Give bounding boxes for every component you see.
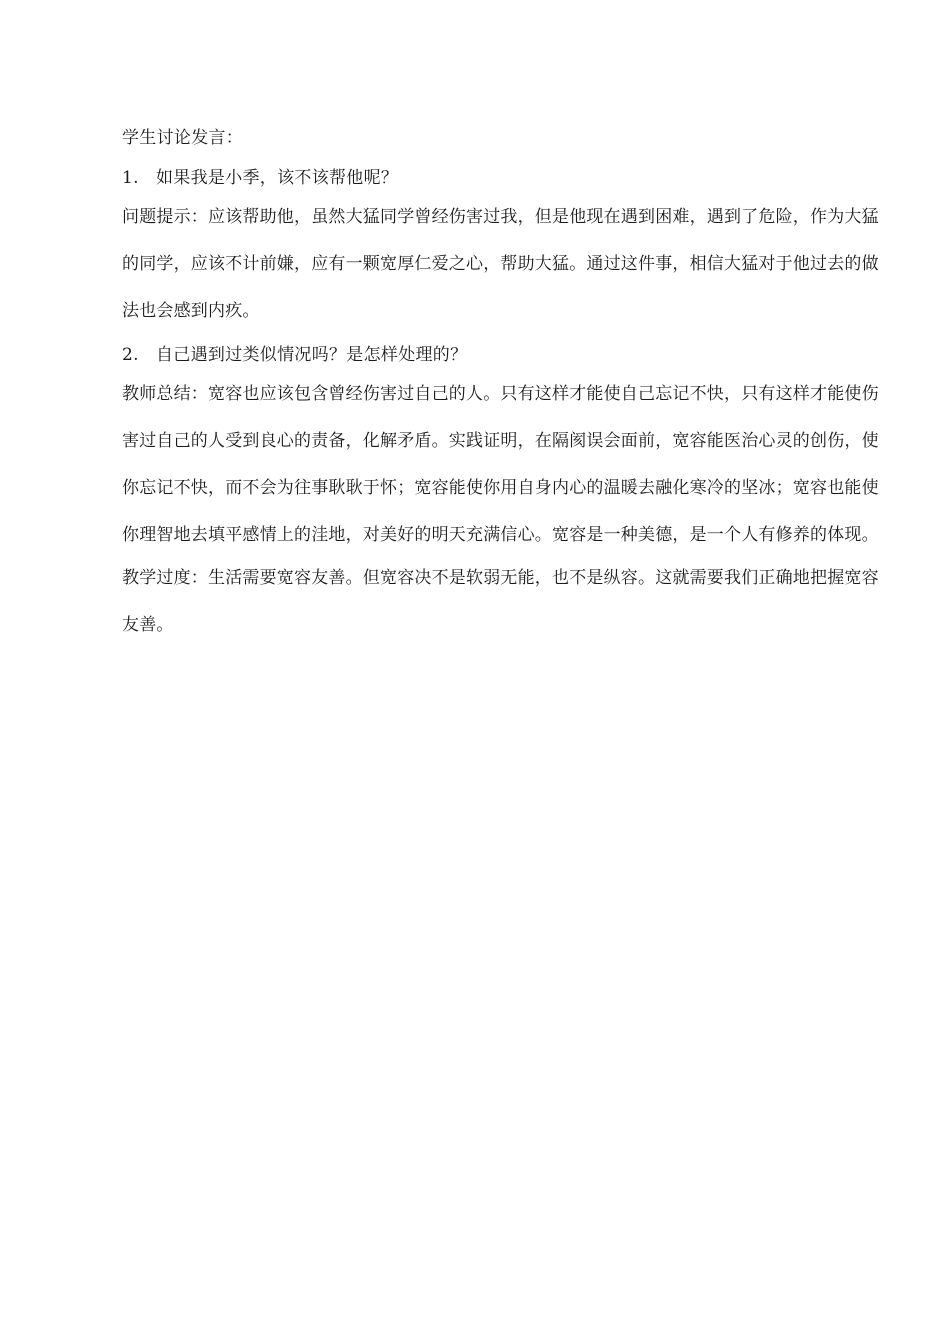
document-body — [122, 118, 882, 649]
question-2-number: 2. — [122, 345, 139, 365]
question-2-text: 自己遇到过类似情况吗？是怎样处理的？ — [156, 345, 468, 365]
teacher-summary-paragraph: 教师总结：宽容也应该包含曾经伤害过自己的人。只有这样才能使自己忘记不快，只有这样才能使伤害过自己的人受到良心的责备，化解矛盾。实践证明，在隔阂误会面前，宽容能医治心灵的创伤，使你忘记不快，而不会为往事耿耿于怀；宽容能使你用自身内心的温暖去融化寒冷的坚冰；宽容也能使你理智地去填平感情上的洼地，对美好的明天充满信心。宽容是一种美德，是一个人有修养的体现。 — [122, 384, 879, 545]
section-heading: 学生讨论发言： — [122, 128, 244, 148]
transition-paragraph: 教学过度：生活需要宽容友善。但宽容决不是软弱无能，也不是纵容。这就需要我们正确地把握宽容友善。 — [122, 568, 879, 635]
question-1-text: 如果我是小季，该不该帮他呢？ — [156, 168, 399, 188]
hint-paragraph: 问题提示：应该帮助他，虽然大猛同学曾经伤害过我，但是他现在遇到困难，遇到了危险，作为大猛的同学，应该不计前嫌，应有一颗宽厚仁爱之心，帮助大猛。通过这件事，相信大猛对于他过去的做法也会感到内疚。 — [122, 207, 879, 321]
question-2 — [122, 335, 882, 375]
question-1 — [122, 158, 882, 198]
question-1-number: 1. — [122, 168, 139, 188]
